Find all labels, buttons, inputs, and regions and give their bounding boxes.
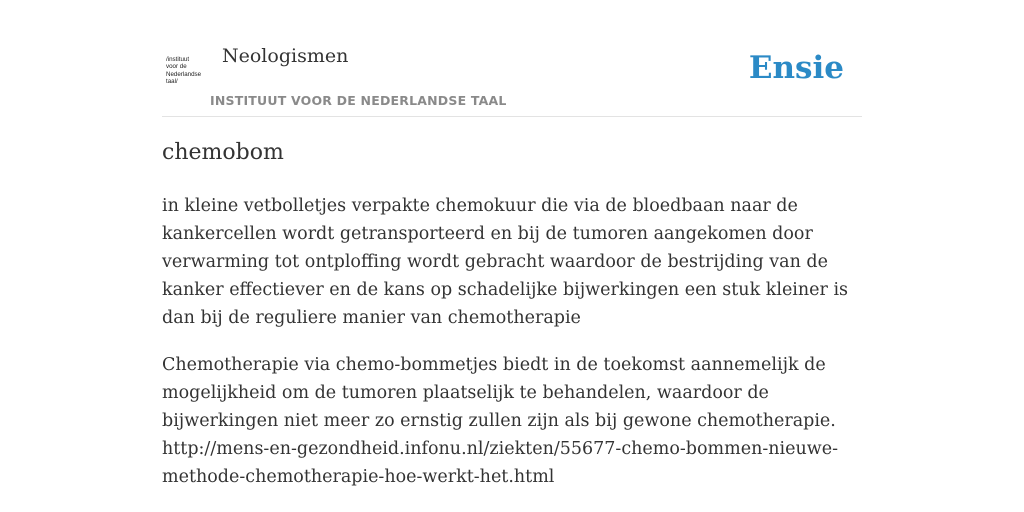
example-line: Chemotherapie via chemo-bommetjes biedt in de toekomst aannemelijk de <box>162 355 826 375</box>
logo-line: taal/ <box>166 78 178 86</box>
source-name[interactable]: Neologismen <box>222 45 349 67</box>
headword: chemobom <box>162 140 284 165</box>
example-source-link[interactable]: methode-chemotherapie-hoe-werkt-het.html <box>162 467 555 487</box>
example-line: bijwerkingen niet meer zo ernstig zullen zijn als bij gewone chemotherapie. <box>162 411 836 431</box>
source-organization: INSTITUUT VOOR DE NEDERLANDSE TAAL <box>210 93 507 108</box>
example-source-link[interactable]: http://mens-en-gezondheid.infonu.nl/ziekten/55677-chemo-bommen-nieuwe- <box>162 439 839 459</box>
example-text <box>162 351 862 491</box>
definition-text: in kleine vetbolletjes verpakte chemokuur die via de bloedbaan naar de kankercellen wordt getransporteerd en bij de tumoren aangekomen door verwarming tot ontploffing wordt gebracht waardoor de bestrijding van de kanker effectiever en de kans op schadelijke bijwerkingen een stuk kleiner is dan bij de reguliere manier van chemotherapie <box>162 196 849 328</box>
institute-logo[interactable] <box>166 56 208 90</box>
ensie-logo[interactable]: Ensie <box>748 50 844 86</box>
logo-line: voor de <box>166 63 187 71</box>
logo-line: /instituut <box>166 56 190 63</box>
logo-line: Nederlandse <box>166 70 202 78</box>
example-line: mogelijkheid om de tumoren plaatselijk te behandelen, waardoor de <box>162 383 769 403</box>
header <box>162 0 862 117</box>
